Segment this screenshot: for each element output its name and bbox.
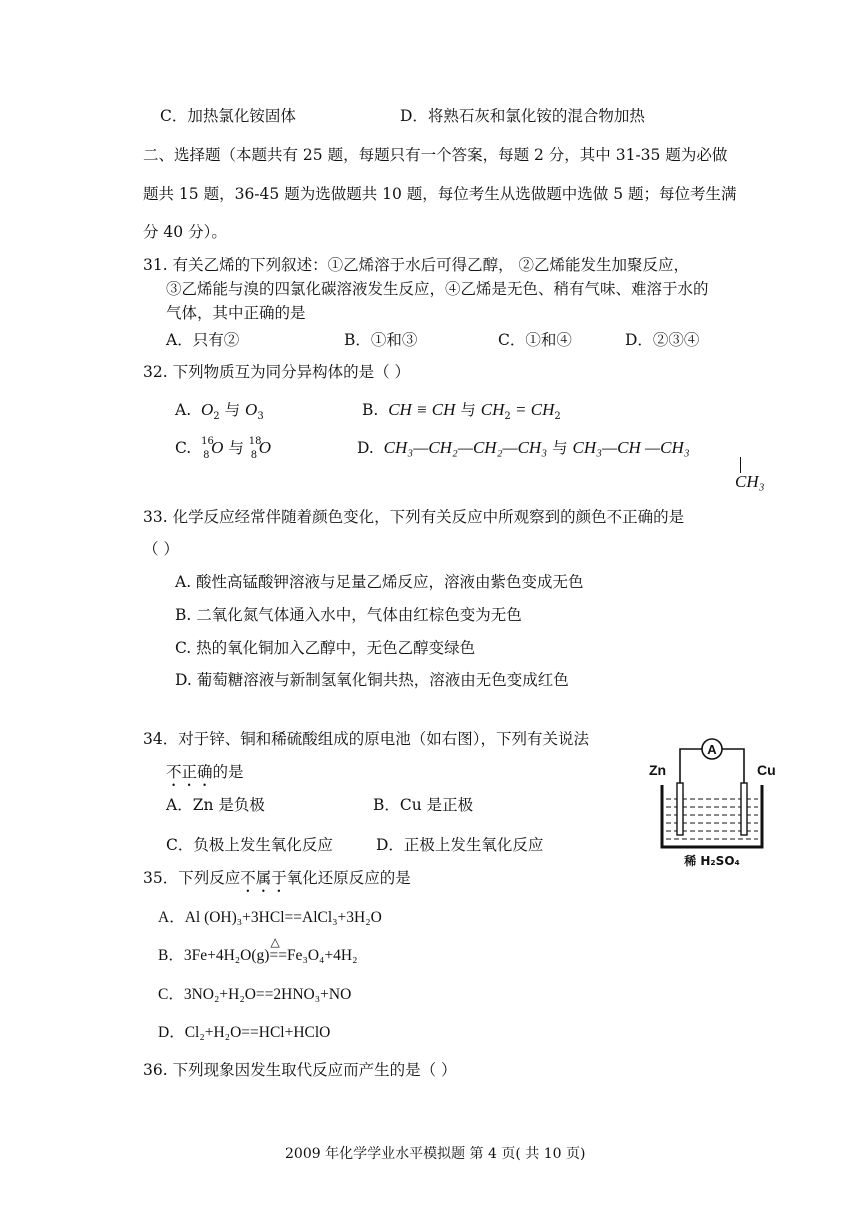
q32-d-branch: CH₃ (735, 472, 765, 491)
q31-line-2: ③乙烯能与溴的四氯化碳溶液发生反应，④乙烯是无色、稍有气味、难溶于水的 (166, 280, 709, 298)
q32-option-c (175, 436, 272, 461)
q34-option-a: A．Zn 是负极 (166, 796, 265, 814)
q32-a-left-sub: 2 (213, 411, 220, 423)
q31-option-c: C．①和④ (498, 331, 572, 349)
q32-d-branch-bond (740, 457, 741, 473)
q32-b-right-sub-1: 2 (504, 411, 511, 423)
q34-stem: 34．对于锌、铜和稀硫酸组成的原电池（如右图），下列有关说法 (143, 730, 589, 748)
q32-d-label: D. (357, 439, 374, 457)
q35-b-eq: == (269, 947, 287, 964)
q32-c-left: O (211, 438, 224, 457)
q34-stem-line-2 (166, 760, 244, 790)
prev-option-c: C．加热氯化铵固体 (160, 107, 296, 125)
q32-c-left-sub: 8 (203, 450, 210, 461)
q32-c-left-sup: 16 (201, 436, 214, 447)
section-header-line-3: 分 40 分）。 (143, 223, 227, 241)
q31-option-a: A．只有② (166, 331, 240, 349)
q35-b-condition: △ (270, 935, 280, 949)
q32-d-right: CH₃—CH —CH₃ (572, 438, 690, 457)
zn-electrode-label: Zn (649, 762, 667, 778)
q33-option-d: D. 葡萄糖溶液与新制氢氧化铜共热，溶液由无色变成红色 (175, 671, 569, 689)
q31-line-3: 气体，其中正确的是 (166, 304, 306, 322)
q32-c-right: O (258, 438, 272, 457)
cu-electrode (741, 783, 747, 835)
q32-option-d (357, 436, 690, 458)
q32-b-right-sub-2: 2 (554, 411, 561, 423)
q35-stem-pre: 35．下列反应 (143, 869, 241, 887)
q35-b-post: Fe₃O₄+4H₂ (286, 947, 358, 964)
q33-stem: 33. 化学反应经常伴随着颜色变化，下列有关反应中所观察到的颜色不正确的是 (143, 508, 685, 526)
q35-stem (143, 866, 411, 896)
q32-b-left: CH ≡ CH (388, 400, 456, 419)
q35-b-pre: B．3Fe+4H₂O(g) (158, 947, 270, 964)
section-header-line-1: 二、选择题（本题共有 25 题，每题只有一个答案，每题 2 分，其中 31-35 题为必做 (143, 146, 728, 164)
q34-option-d: D．正极上发生氧化反应 (376, 836, 544, 854)
q32-a-right: O (245, 400, 258, 419)
q34-emphasis: 不正确 (166, 763, 213, 781)
q36-stem: 36. 下列现象因发生取代反应而产生的是（ ） (143, 1061, 457, 1079)
prev-option-d: D．将熟石灰和氯化铵的混合物加热 (400, 107, 645, 125)
q32-option-a (175, 398, 264, 422)
q35-stem-post: 氧化还原反应的是 (286, 869, 411, 887)
solution-label: 稀 H₂SO₄ (684, 854, 740, 868)
q35-option-b (158, 935, 358, 965)
q32-a-label: A. (175, 401, 192, 419)
q32-b-connector: 与 (460, 401, 476, 419)
zn-electrode (677, 783, 683, 835)
q32-d-connector: 与 (552, 439, 568, 457)
q32-a-connector: 与 (224, 401, 241, 419)
q34-option-c: C．负极上发生氧化反应 (166, 836, 333, 854)
section-header-line-2: 题共 15 题，36-45 题为选做题共 10 题，每位考生从选做题中选做 5 题；每位考生满 (143, 185, 737, 203)
q32-stem: 32. 下列物质互为同分异构体的是（ ） (143, 363, 411, 381)
q32-c-right-sup: 18 (248, 436, 262, 447)
q33-option-a: A. 酸性高锰酸钾溶液与足量乙烯反应，溶液由紫色变成无色 (175, 573, 584, 591)
q32-option-b (362, 398, 561, 422)
q33-option-c: C. 热的氧化铜加入乙醇中，无色乙醇变绿色 (175, 639, 476, 657)
q33-option-b: B. 二氧化氮气体通入水中，气体由红棕色变为无色 (175, 606, 522, 624)
galvanic-cell-diagram (640, 735, 785, 870)
ammeter-label: A (707, 742, 717, 757)
q32-b-label: B. (362, 401, 379, 419)
q32-d-left: CH₃—CH₂—CH₂—CH₃ (383, 438, 548, 457)
q32-c-right-sub: 8 (250, 450, 258, 461)
q32-b-right-1: CH (480, 400, 505, 419)
q32-b-right-2: = CH (510, 400, 555, 419)
q34-option-b: B．Cu 是正极 (373, 796, 474, 814)
q35-option-d: D．Cl₂+H₂O==HCl+HClO (158, 1024, 331, 1041)
q31-option-b: B．①和③ (344, 331, 418, 349)
q33-paren: （ ） (143, 540, 179, 558)
q32-c-connector: 与 (228, 439, 244, 457)
cu-electrode-label: Cu (757, 762, 776, 778)
q32-a-right-sub: 3 (257, 411, 264, 423)
q32-a-left: O (200, 400, 214, 419)
q31-option-d: D．②③④ (625, 331, 700, 349)
q31-line-1: 31. 有关乙烯的下列叙述：①乙烯溶于水后可得乙醇， ②乙烯能发生加聚反应， (143, 256, 690, 274)
q32-c-label: C. (175, 439, 192, 457)
q35-option-c: C．3NO₂+H₂O==2HNO₃+NO (158, 986, 352, 1003)
page-footer: 2009 年化学学业水平模拟题 第 4 页( 共 10 页) (285, 1146, 586, 1162)
q35-emphasis: 不属于 (240, 869, 287, 887)
q35-option-a: A．Al (OH)₃+3HCl==AlCl₃+3H₂O (158, 909, 382, 926)
q34-stem-end: 的是 (212, 763, 244, 781)
